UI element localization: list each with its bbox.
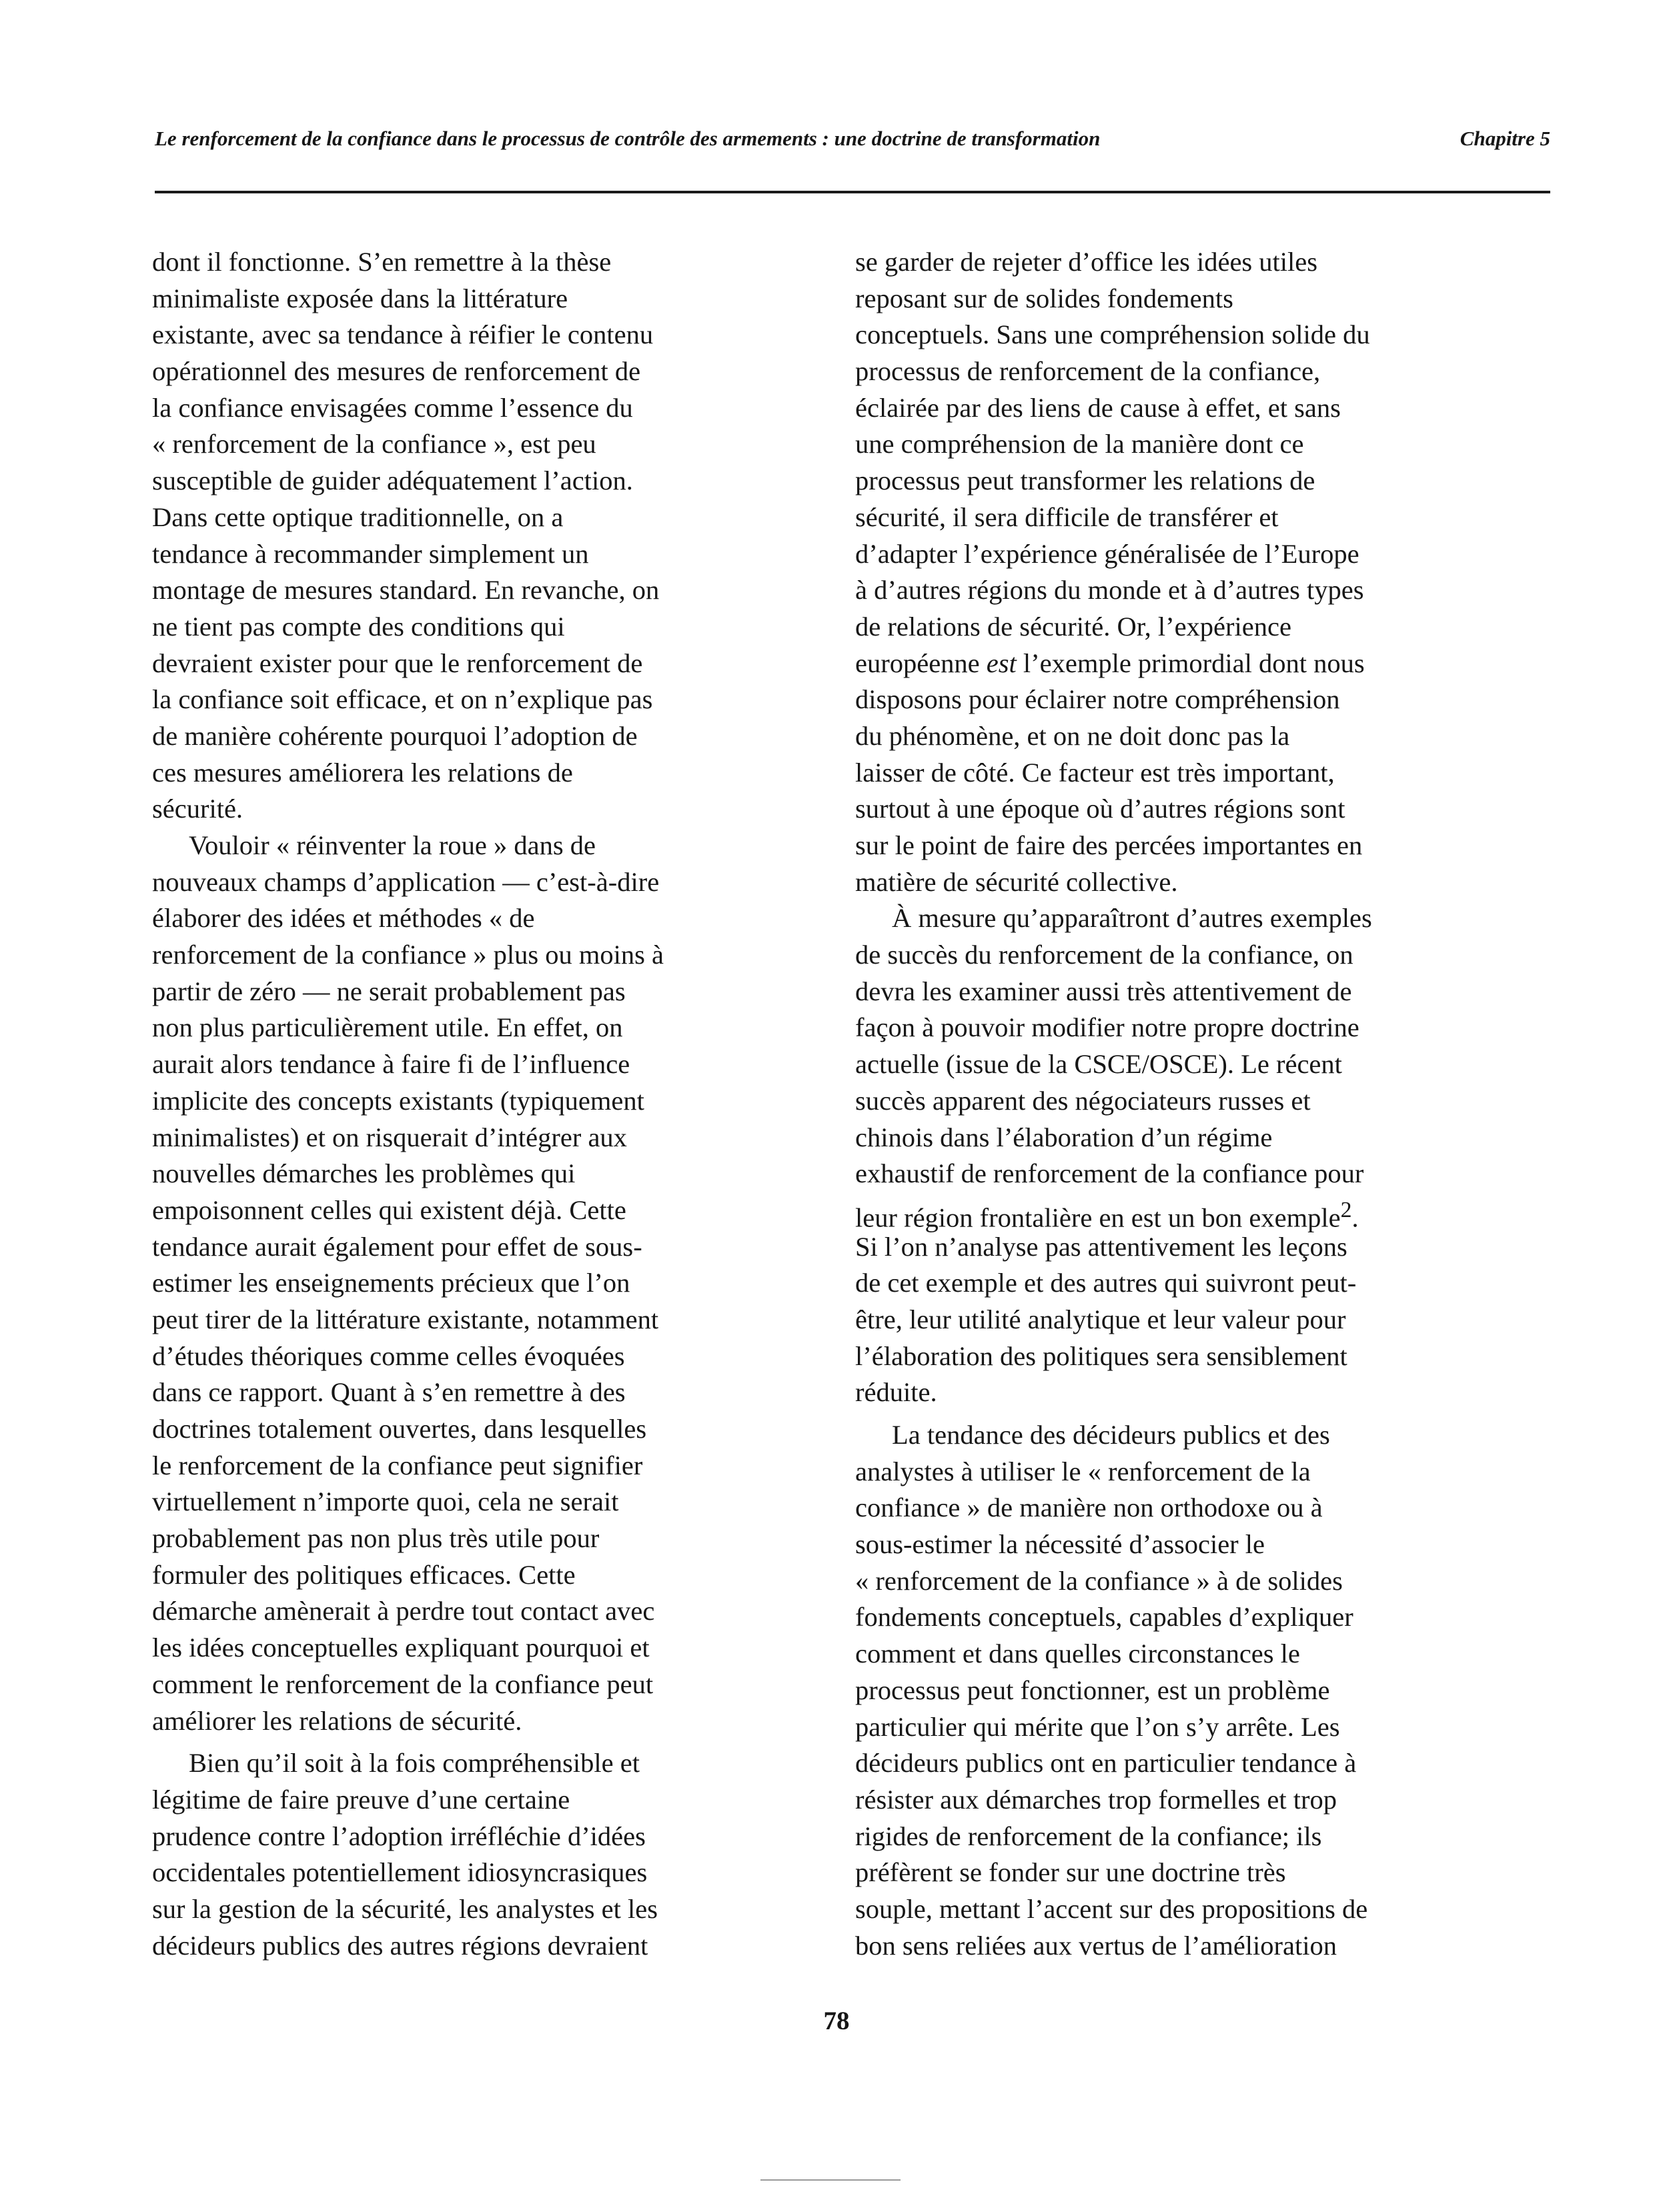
text-line: Si l’on n’analyse pas attentivement les leçons — [855, 1231, 1347, 1262]
text-line: décideurs publics ont en particulier tendance à — [855, 1748, 1357, 1779]
text-line: aurait alors tendance à faire fi de l’influence — [152, 1049, 630, 1080]
bottom-rule — [760, 2179, 901, 2181]
text-line: empoisonnent celles qui existent déjà. Cette — [152, 1194, 626, 1225]
text-line: fondements conceptuels, capables d’expliquer — [855, 1602, 1353, 1632]
paragraph-start-line: Vouloir « réinventer la roue » dans de — [189, 830, 596, 860]
text-line: disposons pour éclairer notre compréhension — [855, 684, 1340, 715]
text-line: élaborer des idées et méthodes « de — [152, 903, 535, 934]
paragraph-start-line: Bien qu’il soit à la fois compréhensible et — [189, 1748, 640, 1779]
paragraph-start-line: La tendance des décideurs publics et des — [892, 1420, 1330, 1450]
text-line: matière de sécurité collective. — [855, 866, 1178, 897]
running-header — [155, 127, 1550, 160]
text-line: surtout à une époque où d’autres régions sont — [855, 794, 1345, 824]
text-line: analystes à utiliser le « renforcement de la — [855, 1456, 1311, 1486]
text-line: la confiance soit efficace, et on n’explique pas — [152, 684, 653, 715]
text-line: chinois dans l’élaboration d’un régime — [855, 1122, 1273, 1152]
text-line: formuler des politiques efficaces. Cette — [152, 1559, 576, 1590]
text-fragment: leur région frontalière en est un bon exemple — [855, 1202, 1341, 1233]
left-column — [152, 244, 792, 1964]
text-line: exhaustif de renforcement de la confiance pour — [855, 1158, 1364, 1189]
text-line: processus peut transformer les relations de — [855, 465, 1315, 496]
text-line: non plus particulièrement utile. En effet, on — [152, 1012, 623, 1043]
chapter-label: Chapitre 5 — [1460, 127, 1550, 150]
text-line: réduite. — [855, 1377, 937, 1408]
text-line: bon sens reliées aux vertus de l’amélioration — [855, 1930, 1337, 1961]
text-line — [855, 646, 1489, 682]
text-line: ces mesures améliorera les relations de — [152, 757, 573, 788]
text-line: partir de zéro — ne serait probablement pas — [152, 976, 626, 1006]
text-line: de relations de sécurité. Or, l’expérience — [855, 611, 1291, 642]
paragraph-start-line: À mesure qu’apparaîtront d’autres exemples — [892, 903, 1372, 934]
text-line: les idées conceptuelles expliquant pourquoi et — [152, 1632, 650, 1663]
emphasis-text: est — [986, 648, 1017, 678]
text-line: sous-estimer la nécessité d’associer le — [855, 1529, 1265, 1560]
text-line: comment le renforcement de la confiance peut — [152, 1669, 654, 1699]
text-fragment: . — [1351, 1202, 1359, 1233]
text-line: l’élaboration des politiques sera sensiblement — [855, 1340, 1347, 1371]
right-column — [855, 244, 1489, 1964]
text-line: Dans cette optique traditionnelle, on a — [152, 501, 564, 532]
text-line: actuelle (issue de la CSCE/OSCE). Le récent — [855, 1049, 1342, 1080]
text-line: sur le point de faire des percées importantes en — [855, 830, 1363, 860]
text-line: sur la gestion de la sécurité, les analystes et les — [152, 1893, 658, 1924]
text-line: du phénomène, et on ne doit donc pas la — [855, 720, 1290, 751]
text-line: être, leur utilité analytique et leur valeur pour — [855, 1304, 1346, 1334]
text-line: minimalistes) et on risquerait d’intégrer aux — [152, 1122, 627, 1152]
text-line: décideurs publics des autres régions devraient — [152, 1930, 648, 1961]
text-line: sécurité. — [152, 794, 243, 824]
text-line: souple, mettant l’accent sur des propositions de — [855, 1893, 1368, 1924]
text-line: nouvelles démarches les problèmes qui — [152, 1158, 576, 1189]
text-line: particulier qui mérite que l’on s’y arrête. Les — [855, 1711, 1340, 1742]
text-line: montage de mesures standard. En revanche, on — [152, 575, 660, 606]
text-line: implicite des concepts existants (typiquement — [152, 1085, 644, 1116]
text-line: le renforcement de la confiance peut signifier — [152, 1450, 643, 1480]
text-line: de manière cohérente pourquoi l’adoption de — [152, 720, 638, 751]
text-line: processus peut fonctionner, est un problème — [855, 1675, 1330, 1705]
text-line: éclairée par des liens de cause à effet, et sans — [855, 392, 1341, 423]
text-line: opérationnel des mesures de renforcement de — [152, 356, 641, 387]
text-line: existante, avec sa tendance à réifier le contenu — [152, 319, 654, 350]
text-line: virtuellement n’importe quoi, cela ne serait — [152, 1486, 619, 1517]
text-line: la confiance envisagées comme l’essence du — [152, 392, 633, 423]
text-line: « renforcement de la confiance », est peu — [152, 429, 596, 459]
text-line: façon à pouvoir modifier notre propre doctrine — [855, 1012, 1359, 1043]
text-line: à d’autres régions du monde et à d’autres types — [855, 575, 1364, 606]
text-line: probablement pas non plus très utile pour — [152, 1523, 600, 1554]
text-line: doctrines totalement ouvertes, dans lesquelles — [152, 1414, 647, 1444]
text-line: conceptuels. Sans une compréhension solide du — [855, 319, 1370, 350]
text-fragment: européenne — [855, 648, 980, 678]
text-line — [855, 1192, 1489, 1233]
text-line: prudence contre l’adoption irréfléchie d’idées — [152, 1821, 646, 1851]
text-line: rigides de renforcement de la confiance; ils — [855, 1821, 1322, 1851]
text-line: estimer les enseignements précieux que l’on — [152, 1268, 630, 1298]
text-line: une compréhension de la manière dont ce — [855, 429, 1304, 459]
text-line: succès apparent des négociateurs russes et — [855, 1085, 1311, 1116]
text-line: occidentales potentiellement idiosyncrasiques — [152, 1857, 648, 1888]
running-title: Le renforcement de la confiance dans le processus de contrôle des armements : une doctrine de transformation — [155, 127, 1101, 150]
text-line: améliorer les relations de sécurité. — [152, 1705, 522, 1736]
text-line: démarche amènerait à perdre tout contact avec — [152, 1596, 655, 1626]
text-line: tendance à recommander simplement un — [152, 538, 589, 569]
text-line: nouveaux champs d’application — c’est-à-dire — [152, 866, 660, 897]
text-line: résister aux démarches trop formelles et trop — [855, 1784, 1337, 1815]
text-line: comment et dans quelles circonstances le — [855, 1638, 1300, 1669]
text-line: dans ce rapport. Quant à s’en remettre à des — [152, 1377, 626, 1408]
text-line: devraient exister pour que le renforcement de — [152, 648, 643, 678]
text-line: de cet exemple et des autres qui suivront peut- — [855, 1268, 1357, 1298]
text-fragment: l’exemple primordial dont nous — [1023, 648, 1365, 678]
text-line: susceptible de guider adéquatement l’action. — [152, 465, 633, 496]
text-line: d’adapter l’expérience généralisée de l’Europe — [855, 538, 1359, 569]
text-line: renforcement de la confiance » plus ou moins à — [152, 940, 664, 970]
footnote-reference[interactable]: 2 — [1340, 1197, 1352, 1222]
text-line: légitime de faire preuve d’une certaine — [152, 1784, 570, 1815]
text-line: dont il fonctionne. S’en remettre à la thèse — [152, 247, 612, 277]
text-line: peut tirer de la littérature existante, notamment — [152, 1304, 659, 1334]
text-line: tendance aurait également pour effet de sous- — [152, 1231, 642, 1262]
text-line: confiance » de manière non orthodoxe ou à — [855, 1492, 1323, 1523]
text-line: préfèrent se fonder sur une doctrine très — [855, 1857, 1286, 1888]
text-line: laisser de côté. Ce facteur est très important, — [855, 757, 1335, 788]
text-line: ne tient pas compte des conditions qui — [152, 611, 565, 642]
text-line: devra les examiner aussi très attentivement de — [855, 976, 1352, 1006]
header-rule — [155, 191, 1550, 193]
text-line: reposant sur de solides fondements — [855, 283, 1233, 313]
text-line: processus de renforcement de la confiance, — [855, 356, 1321, 387]
text-line: minimaliste exposée dans la littérature — [152, 283, 568, 313]
page-number: 78 — [823, 2007, 850, 2035]
text-line: de succès du renforcement de la confiance, on — [855, 940, 1353, 970]
text-line: « renforcement de la confiance » à de solides — [855, 1565, 1343, 1596]
text-line: se garder de rejeter d’office les idées utiles — [855, 247, 1318, 277]
text-line: sécurité, il sera difficile de transférer et — [855, 501, 1279, 532]
text-line: d’études théoriques comme celles évoquées — [152, 1340, 625, 1371]
